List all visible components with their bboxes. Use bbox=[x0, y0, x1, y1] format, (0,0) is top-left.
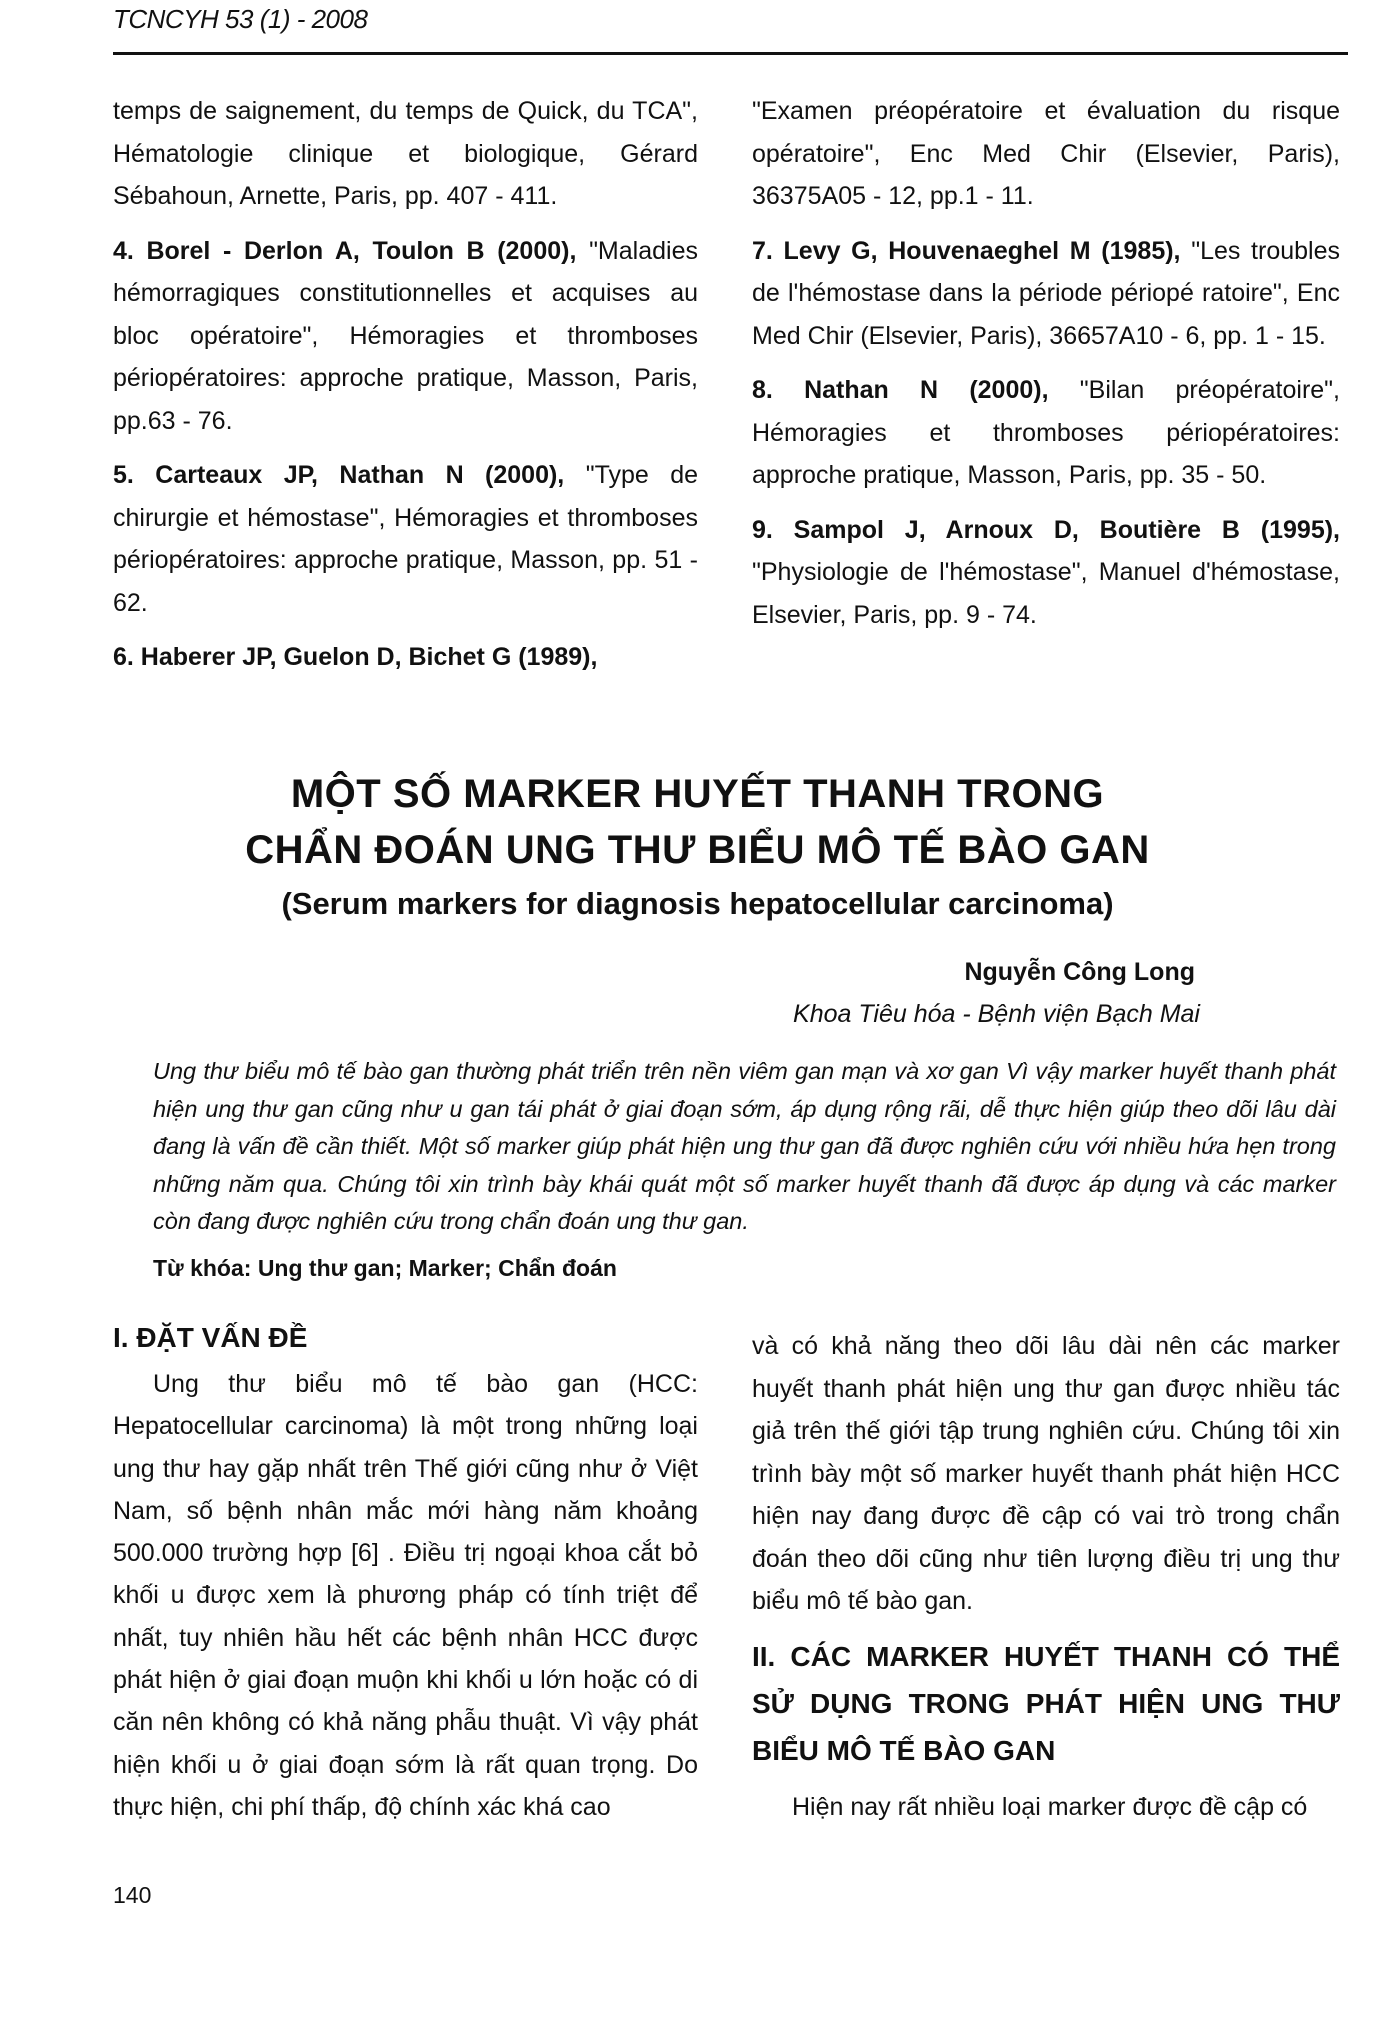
body-right-column bbox=[752, 1325, 1340, 1828]
article-title-line-1: MỘT SỐ MARKER HUYẾT THANH TRONG bbox=[290, 772, 1105, 816]
page-number: 140 bbox=[113, 1882, 152, 1908]
reference-entry: 7. Levy G, Houvenaeghel M (1985), "Les troubles de l'hémostase dans la période périopé ratoire", Enc Med Chir (Elsevier, Paris), 36657A10 - 6, pp. 1 - 15. bbox=[752, 236, 1340, 350]
reference-entry: 5. Carteaux JP, Nathan N (2000), "Type de chirurgie et hémostase", Hémoragies et thromboses périopératoires: approche pratique, Masson, pp. 51 - 62. bbox=[113, 461, 699, 617]
article-subtitle: (Serum markers for diagnosis hepatocellular carcinoma) bbox=[281, 886, 1114, 921]
reference-entry: temps de saignement, du temps de Quick, du TCA", Hématologie clinique et biologique, Gérard Sébahoun, Arnette, Paris, pp. 407 - 411. bbox=[113, 97, 698, 210]
reference-entry: "Examen préopératoire et évaluation du risque opératoire", Enc Med Chir (Elsevier, Paris), 36375A05 - 12, pp.1 - 11. bbox=[752, 97, 1340, 210]
journal-header: TCNCYH 53 (1) - 2008 bbox=[113, 4, 368, 34]
references-left-column bbox=[113, 90, 698, 691]
body-left-column bbox=[113, 1314, 698, 1828]
header-rule bbox=[113, 52, 1348, 55]
reference-entry: 8. Nathan N (2000), "Bilan préopératoire", Hémoragies et thromboses périopératoires: approche pratique, Masson, Paris, pp. 35 - 50. bbox=[752, 376, 1341, 489]
section-paragraph: Ung thư biểu mô tế bào gan (HCC: Hepatocellular carcinoma) là một trong những loại ung thư hay gặp nhất trên Thế giới cũng như ở Việt Nam, số bệnh nhân mắc mới hàng năm khoảng 500.000 trường hợp [6] . Điều trị ngoại khoa cắt bỏ khối u được xem là phương pháp có tính triệt để nhất, tuy nhiên hầu hết các bệnh nhân HCC được phát hiện ở giai đoạn muộn khi khối u lớn hoặc có di căn nên không có khả năng phẫu thuật. Vì vậy phát hiện khối u ở giai đoạn sớm là rất quan trọng. Do thực hiện, chi phí thấp, độ chính xác khá cao bbox=[113, 1370, 698, 1821]
reference-entry: 4. Borel - Derlon A, Toulon B (2000), "Maladies hémorragiques constitutionnelles et acquises au bloc opératoire", Hémoragies et thromboses périopératoires: approche pratique, Masson, Paris, pp.63 - 76. bbox=[113, 236, 698, 435]
section-paragraph: và có khả năng theo dõi lâu dài nên các marker huyết thanh phát hiện ung thư gan được nhiều tác giả trên thế giới tập trung nghiên cứu. Chúng tôi xin trình bày một số marker huyết thanh phát hiện HCC hiện nay đang được đề cập có vai trò trong chẩn đoán theo dõi cũng như tiên lượng điều trị ung thư biểu mô tế bào gan. bbox=[752, 1332, 1340, 1615]
article-title-line-2: CHẨN ĐOÁN UNG THƯ BIỂU MÔ TẾ BÀO GAN bbox=[245, 828, 1150, 872]
reference-entry: 6. Haberer JP, Guelon D, Bichet G (1989), bbox=[113, 643, 598, 671]
author-affiliation: Khoa Tiêu hóa - Bệnh viện Bạch Mai bbox=[793, 1000, 1200, 1028]
section-heading: II. CÁC MARKER HUYẾT THANH CÓ THỂ SỬ DỤNG TRONG PHÁT HIỆN UNG THƯ BIỂU MÔ TẾ BÀO GAN bbox=[752, 1640, 1340, 1766]
author-name: Nguyễn Công Long bbox=[964, 958, 1195, 986]
section-paragraph: Hiện nay rất nhiều loại marker được đề cập có bbox=[792, 1792, 1308, 1821]
references-right-column bbox=[752, 90, 1340, 648]
section-heading: I. ĐẶT VẤN ĐỀ bbox=[113, 1322, 308, 1353]
keywords: Từ khóa: Ung thư gan; Marker; Chẩn đoán bbox=[153, 1255, 617, 1281]
abstract: Ung thư biểu mô tế bào gan thường phát triển trên nền viêm gan mạn và xơ gan Vì vậy marker huyết thanh phát hiện ung thư gan cũng như u gan tái phát ở giai đoạn sớm, áp dụng rộng rãi, dễ thực hiện giúp theo dõi lâu dài đang là vấn đề cần thiết. Một số marker giúp phát hiện ung thư gan đã được nghiên cứu với nhiều hứa hẹn trong những năm qua. Chúng tôi xin trình bày khái quát một số marker huyết thanh đã được áp dụng và các marker còn đang được nghiên cứu trong chẩn đoán ung thư gan. bbox=[153, 1058, 1336, 1234]
reference-entry: 9. Sampol J, Arnoux D, Boutière B (1995), "Physiologie de l'hémostase", Manuel d'hémostase, Elsevier, Paris, pp. 9 - 74. bbox=[752, 515, 1340, 629]
